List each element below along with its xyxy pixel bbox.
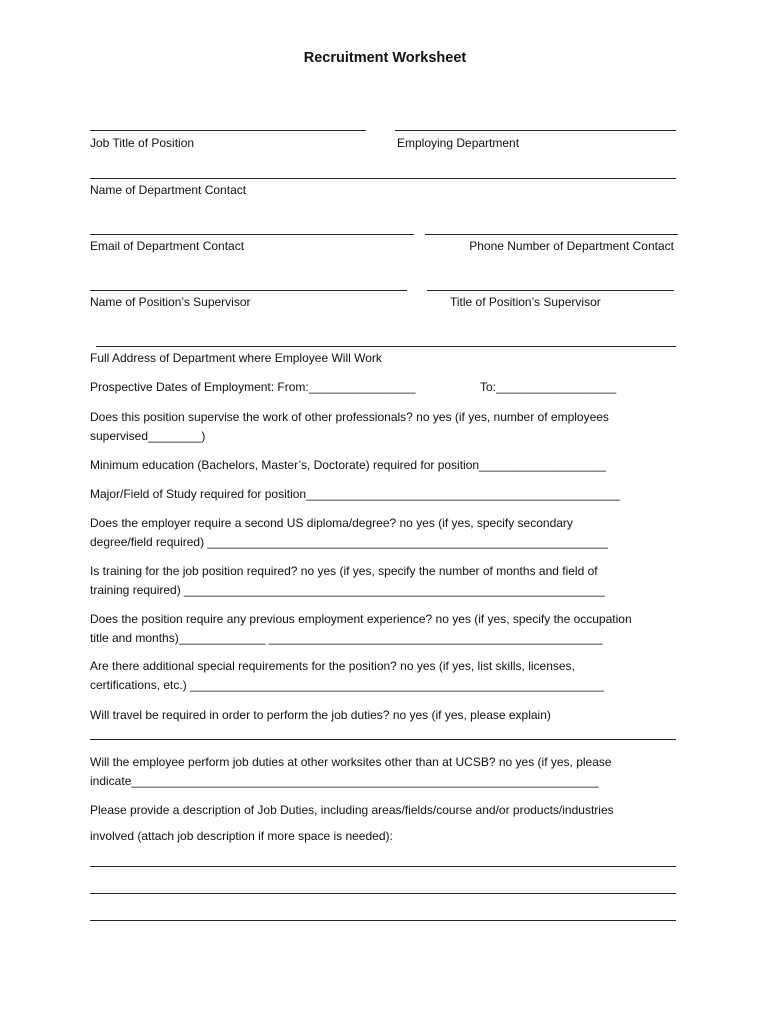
duties-line-1[interactable] [90, 866, 676, 867]
dept-contact-phone-field[interactable] [425, 234, 678, 235]
supervisor-name-label: Name of Position’s Supervisor [90, 295, 251, 309]
employing-department-label: Employing Department [397, 136, 520, 150]
experience-question[interactable]: Does the position require any previous employment experience? no yes (if yes, specify the occupation [90, 612, 632, 626]
duties-line-2[interactable] [90, 893, 676, 894]
job-title-field[interactable] [90, 130, 366, 131]
training-question[interactable]: Is training for the job position required? no yes (if yes, specify the number of months and field of [90, 564, 598, 578]
education-question[interactable]: Minimum education (Bachelors, Master’s, Doctorate) required for position___________________ [90, 458, 606, 472]
supervisor-name-field[interactable] [90, 290, 407, 291]
duties-question-cont: involved (attach job description if more space is needed): [90, 829, 393, 843]
dates-to-question[interactable]: To:__________________ [480, 380, 617, 394]
full-address-field[interactable] [96, 346, 676, 347]
training-question-cont[interactable]: training required) _______________________________________________________________ [90, 583, 605, 597]
duties-line-3[interactable] [90, 920, 676, 921]
employing-department-field[interactable] [395, 130, 676, 131]
supervisor-title-label: Title of Position’s Supervisor [450, 295, 601, 309]
dept-contact-email-label: Email of Department Contact [90, 239, 245, 253]
travel-explain-field[interactable] [90, 739, 676, 740]
supervise-question[interactable]: Does this position supervise the work of other professionals? no yes (if yes, number of employees [90, 410, 609, 424]
special-requirements-question[interactable]: Are there additional special requirements for the position? no yes (if yes, list skills, licenses, [90, 659, 575, 673]
supervisor-title-field[interactable] [427, 290, 674, 291]
worksites-question[interactable]: Will the employee perform job duties at other worksites other than at UCSB? no yes (if yes, please [90, 755, 612, 769]
supervise-question-cont[interactable]: supervised________) [90, 429, 206, 443]
experience-question-cont[interactable]: title and months)_____________ __________________________________________________ [90, 631, 603, 645]
dept-contact-email-field[interactable] [90, 234, 414, 235]
worksites-question-cont[interactable]: indicate______________________________________________________________________ [90, 774, 599, 788]
special-requirements-question-cont[interactable]: certifications, etc.) ______________________________________________________________ [90, 678, 604, 692]
full-address-label: Full Address of Department where Employee Will Work [90, 351, 382, 365]
dept-contact-name-field[interactable] [90, 178, 676, 179]
diploma-question[interactable]: Does the employer require a second US diploma/degree? no yes (if yes, specify secondary [90, 516, 573, 530]
page-title: Recruitment Worksheet [303, 50, 467, 66]
duties-question: Please provide a description of Job Duties, including areas/fields/course and/or products/industries [90, 803, 614, 817]
travel-question[interactable]: Will travel be required in order to perform the job duties? no yes (if yes, please explain) [90, 708, 551, 722]
major-question[interactable]: Major/Field of Study required for position_______________________________________________ [90, 487, 620, 501]
diploma-question-cont[interactable]: degree/field required) ____________________________________________________________ [90, 535, 608, 549]
dept-contact-phone-label: Phone Number of Department Contact [469, 239, 674, 253]
dept-contact-name-label: Name of Department Contact [90, 183, 247, 197]
job-title-label: Job Title of Position [90, 136, 195, 150]
dates-from-question[interactable]: Prospective Dates of Employment: From:________________ [90, 380, 416, 394]
